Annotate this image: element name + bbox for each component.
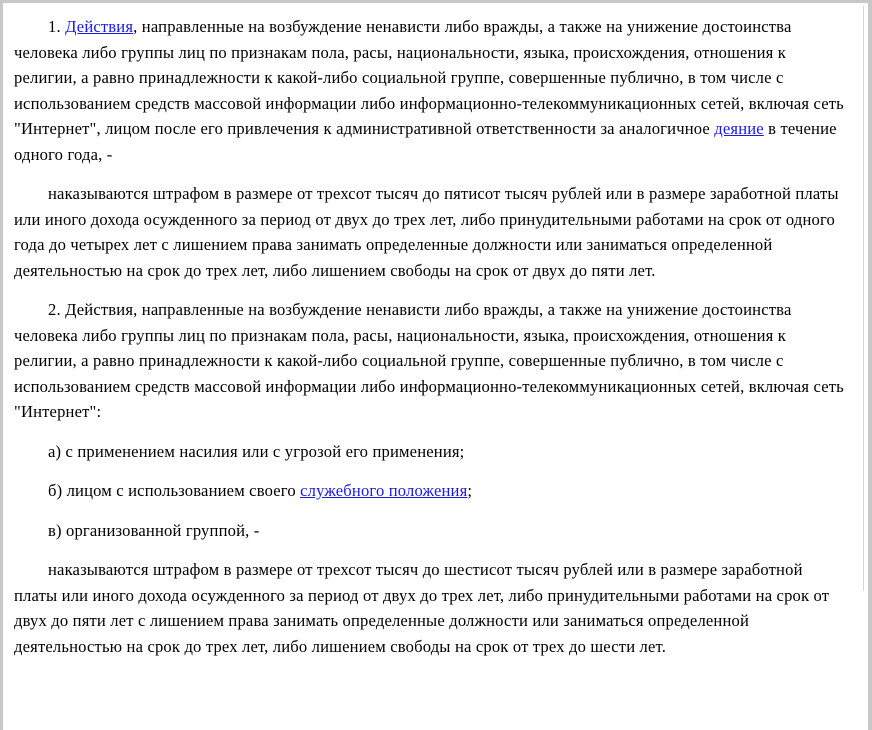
paragraph-text: в течение одного года, - — [14, 119, 837, 164]
window-border-left — [0, 0, 3, 730]
vertical-scrollbar-thumb[interactable] — [854, 6, 864, 591]
document-link[interactable]: Действия — [65, 17, 134, 36]
paragraph-text: наказываются штрафом в размере от трехсот тысяч до шестисот тысяч рублей или в размере заработной платы или иного дохода осужденного за период от двух до трех лет, либо принудительными работами на срок от двух до пяти лет с лишением права занимать определенные должности или заниматься определенной деятельностью на срок до трех лет, либо лишением свободы на срок от трех до шести лет. — [14, 560, 830, 656]
vertical-scrollbar[interactable] — [859, 3, 868, 730]
paragraph-text: а) с применением насилия или с угрозой его применения; — [48, 441, 465, 461]
document-link[interactable]: деяние — [714, 119, 764, 138]
document-body — [14, 14, 854, 659]
document-link[interactable]: служебного положения — [300, 481, 468, 500]
paragraph-text: наказываются штрафом в размере от трехсот тысяч до пятисот тысяч рублей или в размере заработной платы или иного дохода осужденного за период от двух до трех лет, либо принудительными работами на срок от одного года до четырех лет с лишением права занимать определенные должности или заниматься определенной деятельностью на срок до трех лет, либо лишением свободы на срок от двух до пяти лет. — [14, 184, 839, 280]
paragraph-text: в) организованной группой, - — [48, 520, 260, 540]
paragraph-text: , направленные на возбуждение ненависти либо вражды, а также на унижение достоинства человека либо группы лиц по признакам пола, расы, национальности, языка, происхождения, отношения к религии, а равно принадлежности к какой-либо социальной группе, совершенные публично, в том числе с использованием средств массовой информации либо информационно-телекоммуникационных сетей, включая сеть "Интернет", лицом после его привлечения к административной ответственности за аналогичное — [14, 17, 844, 138]
paragraph-text: 2. Действия, направленные на возбуждение ненависти либо вражды, а также на унижение достоинства человека либо группы лиц по признакам пола, расы, национальности, языка, происхождения, отношения к религии, а равно принадлежности к какой-либо социальной группе, совершенные публично, в том числе с использованием средств массовой информации либо информационно-телекоммуникационных сетей, включая сеть "Интернет": — [14, 300, 844, 421]
paragraph — [14, 297, 844, 425]
paragraph — [14, 181, 844, 283]
paragraph — [14, 557, 844, 659]
paragraph-text: 1. — [48, 17, 66, 36]
paragraph — [14, 478, 844, 504]
paragraph-text: б) лицом с использованием своего — [48, 481, 301, 500]
paragraph — [14, 14, 844, 167]
window-border-top — [0, 0, 872, 3]
paragraph — [14, 439, 844, 465]
window-border-right — [868, 0, 872, 730]
paragraph-text: ; — [467, 481, 473, 500]
paragraph — [14, 518, 844, 544]
